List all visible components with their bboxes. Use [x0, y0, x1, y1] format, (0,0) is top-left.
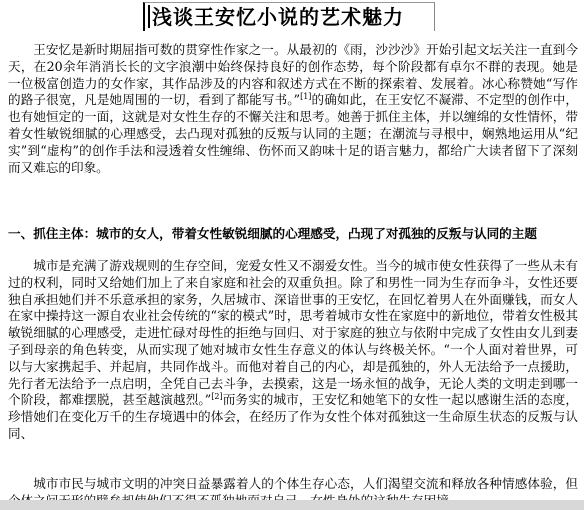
paragraph-city	[8, 258, 578, 443]
paragraph-intro-text-cont: 的确如此，在王安忆不凝滞、不定型的创作中，也有她恒定的一面，这就是对女性生存的不懈关注和思考。她善于抓住主体，并以缠绵的女性情怀，带着女性敏锐细腻的心理感受，去凸现对孤独的反叛与认同的主题；在潮流与寻根中，娴熟地运用从“纪实”到“虚构”的创作手法和浸透着女性缠绵、伤怀而又韵味十足的语言魅力，都给广大读者留下了深刻而又难忘的印象。	[8, 92, 579, 175]
paragraph-city-text-cont: 而务实的城市，王安忆和她笔下的女性一起以感谢生活的态度，珍惜她们在变化万千的生存境遇中的体会，在经历了作为女性个体对孤独这一生命原生状态的反叛与认同、	[8, 392, 579, 441]
citation-2: [2]	[211, 392, 223, 402]
text-cursor	[148, 5, 150, 28]
section-heading: 一、抓住主体：城市的女人，带着女性敏锐细腻的心理感受，凸现了对孤独的反叛与认同的主题	[8, 226, 537, 241]
paragraph-intro-text: 王安忆是新时期屈指可数的贯穿性作家之一。从最初的《雨，沙沙沙》开始引起文坛关注一直到今天，在20余年消消长长的文字浪潮中始终保持良好的创作态势，每个阶段都有卓尔不群的表现。她是一位极富创造力的女作家，其作品涉及的内容和叙述方式在不断的探索着、发展着。冰心称赞她“写作的路子很宽，凡是她周围的一切，看到了都能写书。”	[8, 42, 578, 108]
window-bottom-edge	[0, 500, 584, 510]
paragraph-intro	[8, 42, 578, 176]
citation-1: [1]	[300, 92, 312, 102]
document-title: 浅谈王安忆小说的艺术魅力	[152, 5, 404, 29]
paragraph-city-text: 城市是充满了游戏规则的生存空间，宠爱女性又不溺爱女性。当今的城市使女性获得了一些从未有过的权利，同时又给她们加上了来自家庭和社会的双重负担。除了和男性一同为生存而争斗，女性还要独自承担她们并不乐意承担的家务，久居城市、深谙世事的王安忆，在回忆着男人在外面赚钱，而女人在家中操持这一源自农业社会传统的“家的模式”时，思考着城市女性在家庭中的新地位，带着女性极其敏锐细腻的心理感受，走进忙碌对母性的拒绝与回归、对于家庭的独立与依附中完成了女性由女儿到妻子到母亲的角色转变，从而实现了她对城市女性生存意义的体认与终极关怀。“一个人面对着世界，可以与大家携起手、并起肩，共同作战斗。而他对着自己的内心，却是孤独的，外人无法给予一点援助，先行者无法给予一点启明，全凭自己去斗争，去摸索，这是一场永恒的战争，无论人类的文明走到哪一个阶段，都难摆脱，甚至越演越烈。”	[8, 258, 578, 408]
paragraph-citizens-text: 城市市民与城市文明的冲突日益暴露着人的个体生存心态，人们渴望交流和释放各种情感体验，但	[33, 476, 578, 491]
